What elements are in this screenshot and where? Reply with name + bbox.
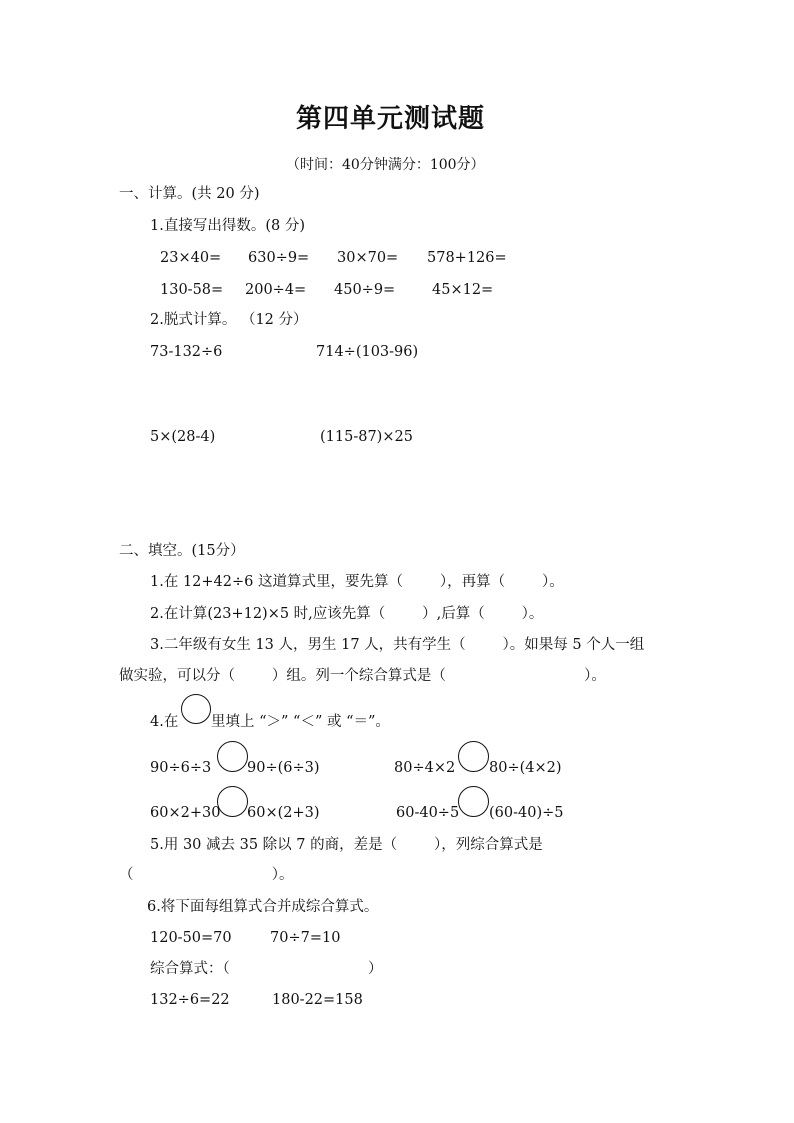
section-2-heading: 二、填空。(15分） [119,543,245,559]
fill-q3-line1: 3.二年级有女生 13 人，男生 17 人，共有学生（ ）。如果每 5 个人一组 [150,637,645,653]
step-calc-item: 5×(28-4) [150,429,216,445]
compare-left: 60×2+30 [150,805,221,821]
compare-circle[interactable] [217,786,248,817]
time-score-note: （时间：40分钟满分：100分） [286,157,485,173]
equation: 180-22=158 [272,992,363,1008]
fill-q4-post: 里填上 “＞” “＜” 或 “＝”。 [211,714,390,730]
compare-right: 80÷(4×2) [489,760,562,776]
fill-q5-line2: （ ）。 [119,867,294,883]
compare-right: (60-40)÷5 [489,805,564,821]
oral-calc-item: 45×12= [432,282,494,298]
fill-q4-pre: 4.在 [150,714,179,730]
q1-heading: 1.直接写出得数。(8 分) [150,218,305,234]
equation: 120-50=70 [150,930,232,946]
oral-calc-item: 630÷9= [248,250,310,266]
compare-circle[interactable] [181,694,211,724]
oral-calc-item: 130-58= [160,282,224,298]
fill-q2: 2.在计算(23+12)×5 时,应该先算（ ）,后算（ ）。 [150,606,544,622]
compare-circle[interactable] [458,741,489,772]
compare-circle[interactable] [217,741,248,772]
oral-calc-item: 578+126= [427,250,507,266]
fill-q5-line1: 5.用 30 减去 35 除以 7 的商，差是（ ），列综合算式是 [150,837,543,853]
oral-calc-item: 200÷4= [245,282,307,298]
compare-left: 80÷4×2 [394,760,456,776]
step-calc-item: (115-87)×25 [320,429,413,445]
fill-q6-heading: 6.将下面每组算式合并成综合算式。 [147,899,379,915]
compare-left: 60-40÷5 [396,805,460,821]
combined-formula-label: 综合算式：（ ） [150,961,383,977]
fill-q3-line2: 做实验，可以分（ ）组。列一个综合算式是（ ）。 [119,668,606,684]
oral-calc-item: 450÷9= [334,282,396,298]
equation: 70÷7=10 [270,930,341,946]
q2-heading: 2.脱式计算。 （12 分） [150,312,308,328]
oral-calc-item: 23×40= [160,250,222,266]
compare-circle[interactable] [458,786,489,817]
compare-left: 90÷6÷3 [150,760,212,776]
section-1-heading: 一、计算。(共 20 分) [119,186,260,202]
page-title: 第四单元测试题 [296,104,486,134]
equation: 132÷6=22 [150,992,230,1008]
step-calc-item: 73-132÷6 [150,344,223,360]
fill-q1: 1.在 12+42÷6 这道算式里，要先算（ ），再算（ ）。 [150,574,564,590]
oral-calc-item: 30×70= [337,250,399,266]
compare-right: 90÷(6÷3) [247,760,320,776]
compare-right: 60×(2+3) [247,805,320,821]
step-calc-item: 714÷(103-96) [316,344,419,360]
